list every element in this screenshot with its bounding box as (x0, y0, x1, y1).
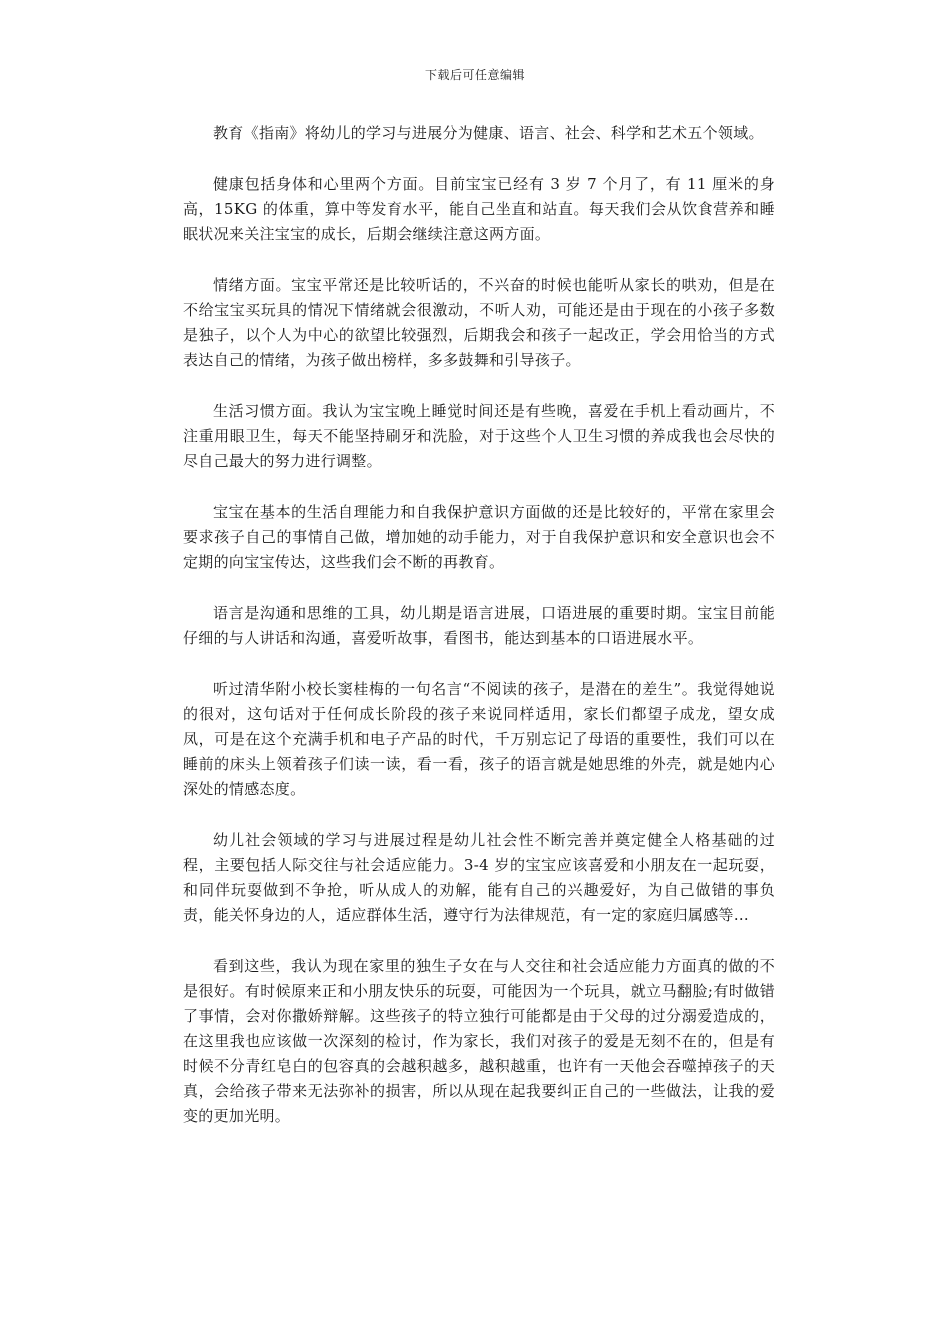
paragraph-health: 健康包括身体和心里两个方面。目前宝宝已经有 3 岁 7 个月了，有 11 厘米的身高，15KG 的体重，算中等发育水平，能自己坐直和站直。每天我们会从饮食营养和睡眠状况来关注宝宝的成长，后期会继续注意这两方面。 (183, 175, 775, 243)
document-body (183, 121, 775, 1155)
paragraph-self-care: 宝宝在基本的生活自理能力和自我保护意识方面做的还是比较好的，平常在家里会要求孩子自己的事情自己做，增加她的动手能力，对于自我保护意识和安全意识也会不定期的向宝宝传达，这些我们会不断的再教育。 (183, 503, 775, 571)
paragraph-reflection: 看到这些，我认为现在家里的独生子女在与人交往和社会适应能力方面真的做的不是很好。有时候原来正和小朋友快乐的玩耍，可能因为一个玩具，就立马翻脸;有时做错了事情，会对你撒娇辩解。这些孩子的特立独行可能都是由于父母的过分溺爱造成的，在这里我也应该做一次深刻的检讨，作为家长，我们对孩子的爱是无刻不在的，但是有时候不分青红皂白的包容真的会越积越多，越积越重，也许有一天他会吞噬掉孩子的天真，会给孩子带来无法弥补的损害，所以从现在起我要纠正自己的一些做法，让我的爱变的更加光明。 (183, 957, 775, 1125)
paragraph-emotion: 情绪方面。宝宝平常还是比较听话的，不兴奋的时候也能听从家长的哄劝，但是在不给宝宝买玩具的情况下情绪就会很激动，不听人劝，可能还是由于现在的小孩子多数是独子，以个人为中心的欲望比较强烈，后期我会和孩子一起改正，学会用恰当的方式表达自己的情绪，为孩子做出榜样，多多鼓舞和引导孩子。 (183, 276, 775, 369)
page-header: 下载后可任意编辑 (424, 68, 525, 82)
paragraph-intro: 教育《指南》将幼儿的学习与进展分为健康、语言、社会、科学和艺术五个领域。 (213, 124, 764, 142)
paragraph-reading-quote: 听过清华附小校长窦桂梅的一句名言“不阅读的孩子，是潜在的差生”。我觉得她说的很对，这句话对于任何成长阶段的孩子来说同样适用，家长们都望子成龙，望女成凤，可是在这个充满手机和电子产品的时代，千万别忘记了母语的重要性，我们可以在睡前的床头上领着孩子们读一读，看一看，孩子的语言就是她思维的外壳，就是她内心深处的情感态度。 (183, 680, 775, 798)
paragraph-social: 幼儿社会领域的学习与进展过程是幼儿社会性不断完善并奠定健全人格基础的过程，主要包括人际交往与社会适应能力。3-4 岁的宝宝应该喜爱和小朋友在一起玩耍，和同伴玩耍做到不争抢，听从成人的劝解，能有自己的兴趣爱好，为自己做错的事负责，能关怀身边的人，适应群体生活，遵守行为法律规范，有一定的家庭归属感等… (183, 831, 775, 924)
paragraph-habits: 生活习惯方面。我认为宝宝晚上睡觉时间还是有些晚，喜爱在手机上看动画片，不注重用眼卫生，每天不能坚持刷牙和洗脸，对于这些个人卫生习惯的养成我也会尽快的尽自己最大的努力进行调整。 (183, 402, 775, 470)
paragraph-language: 语言是沟通和思维的工具，幼儿期是语言进展，口语进展的重要时期。宝宝目前能仔细的与人讲话和沟通，喜爱听故事，看图书，能达到基本的口语进展水平。 (183, 604, 775, 647)
